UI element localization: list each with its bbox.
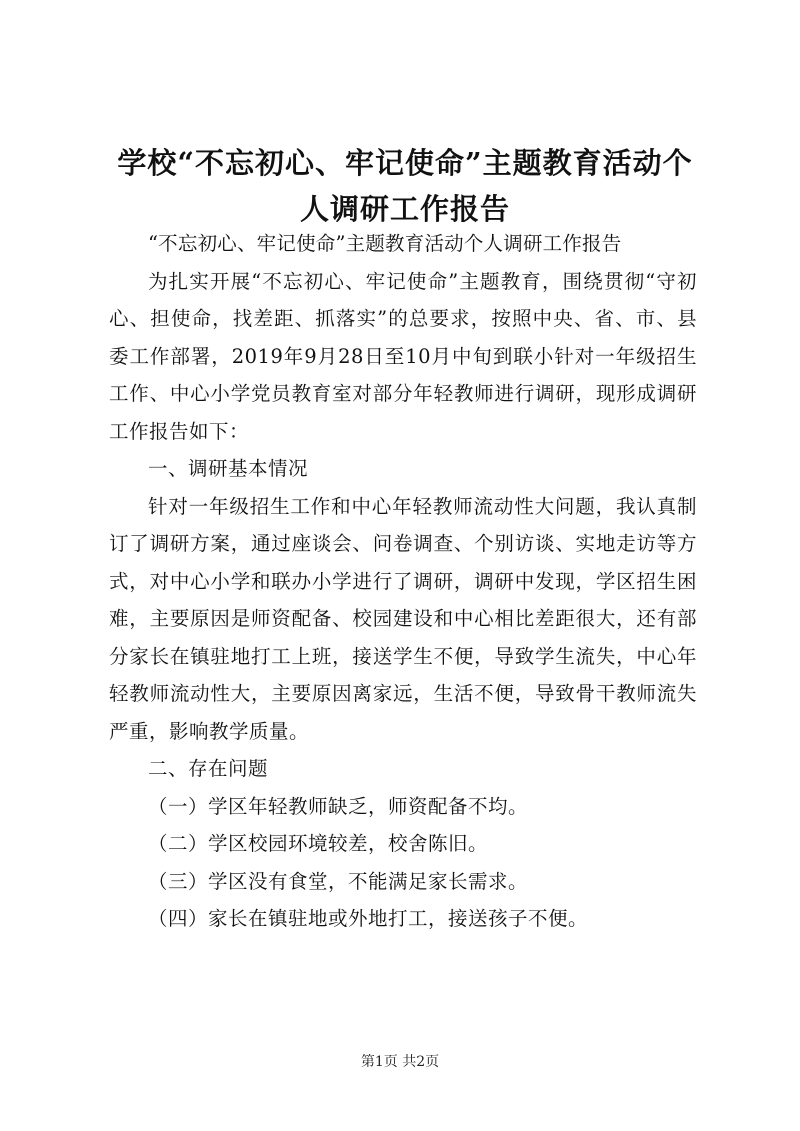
title-line-1: 学校“不忘初心、牢记使命”主题教育活动个 (117, 146, 693, 180)
problem-item-1: （一）学区年轻教师缺乏，师资配备不均。 (148, 794, 529, 818)
problem-item-2: （二）学区校园环境较差，校舍陈旧。 (148, 832, 489, 855)
subtitle-paragraph: “不忘初心、牢记使命”主题教育活动个人调研工作报告 (148, 232, 622, 255)
intro-paragraph: 为扎实开展“不忘初心、牢记使命”主题教育，围绕贯彻“守初心、担使命，找差距、抓落实”的总要求，按照中央、省、市、县委工作部署，2019年9月28日至10月中旬到联小针对一年级招生工作、中心小学党员教育室对部分年轻教师进行调研，现形成调研工作报告如下： (109, 269, 697, 443)
problem-item-3: （三）学区没有食堂，不能满足家长需求。 (148, 869, 529, 893)
problem-item-4: （四）家长在镇驻地或外地打工，接送孩子不便。 (148, 907, 589, 930)
section-heading-1: 一、调研基本情况 (148, 457, 309, 480)
page-number-footer: 第1页 共2页 (360, 1054, 440, 1070)
section-heading-2: 二、存在问题 (148, 757, 269, 780)
document-title (105, 140, 705, 232)
document-body (109, 225, 697, 938)
situation-paragraph: 针对一年级招生工作和中心年轻教师流动性大问题，我认真制订了调研方案，通过座谈会、问卷调查、个别访谈、实地走访等方式，对中心小学和联办小学进行了调研，调研中发现，学区招生困难，主要原因是师资配备、校园建设和中心相比差距很大，还有部分家长在镇驻地打工上班，接送学生不便，导致学生流失，中心年轻教师流动性大，主要原因离家远，生活不便，导致骨干教师流失严重，影响教学质量。 (109, 494, 697, 743)
title-line-2: 人调研工作报告 (299, 192, 510, 226)
